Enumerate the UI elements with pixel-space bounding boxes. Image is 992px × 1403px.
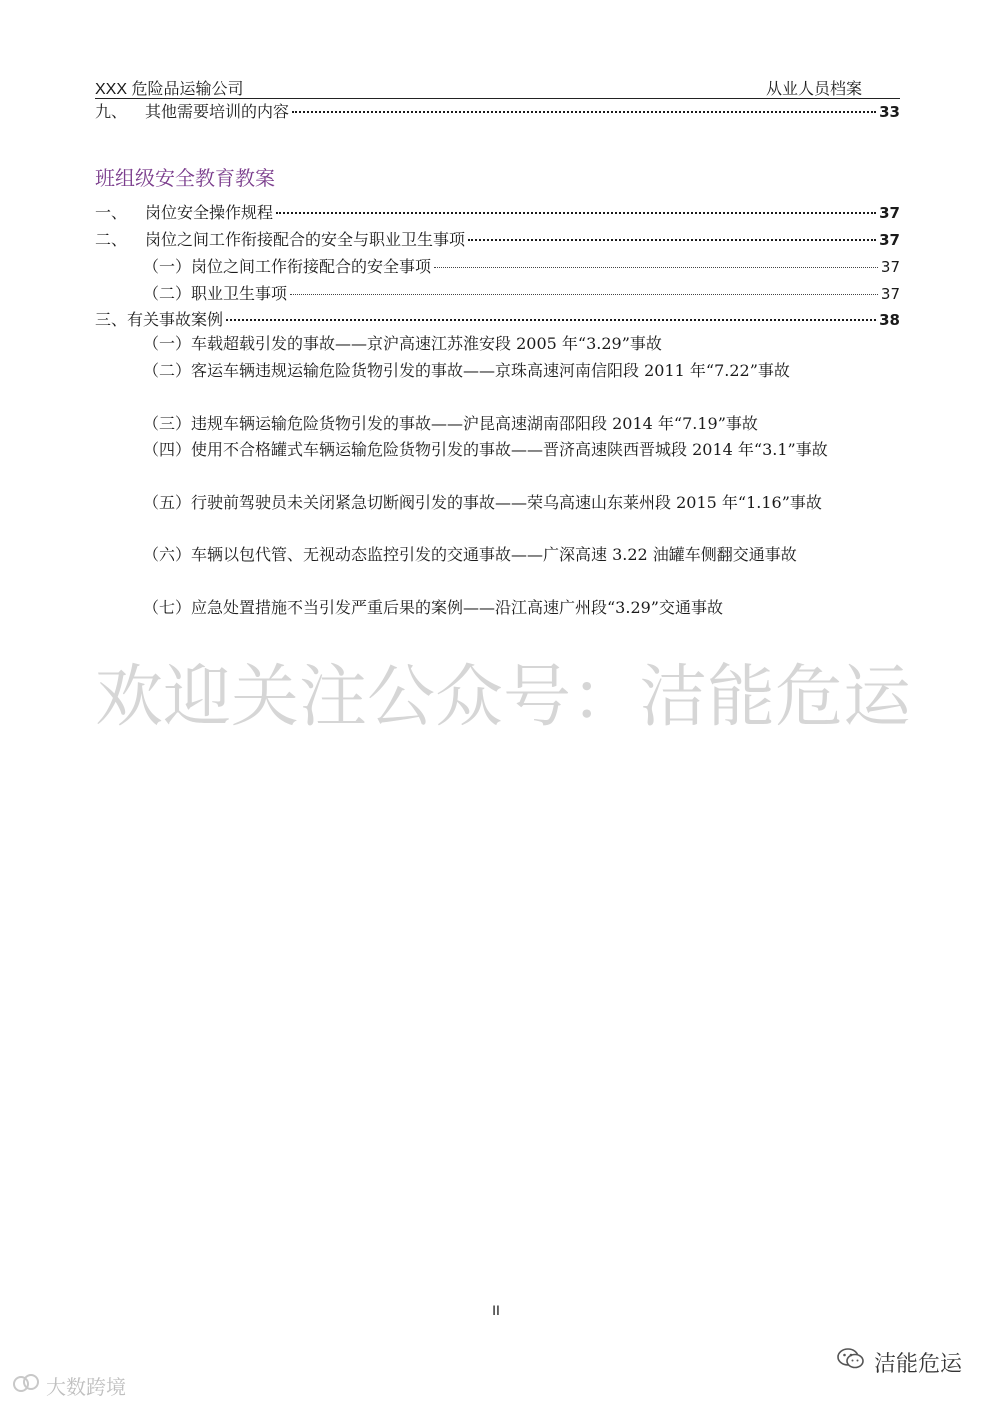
toc-entry-label: 岗位之间工作衔接配合的安全与职业卫生事项 bbox=[145, 230, 466, 249]
case-item: （三）违规车辆运输危险货物引发的事故——沪昆高速湖南邵阳段 2014 年“7.19”事故 bbox=[143, 414, 758, 433]
toc-entry-page: 37 bbox=[880, 258, 900, 276]
section-title: 班组级安全教育教案 bbox=[95, 166, 275, 190]
watermark-text: 欢迎关注公众号：洁能危运 bbox=[95, 658, 912, 737]
case-item: （二）客运车辆违规运输危险货物引发的事故——京珠高速河南信阳段 2011 年“7.22”事故 bbox=[143, 361, 790, 380]
toc-leader bbox=[468, 239, 876, 241]
header-rule bbox=[95, 98, 900, 99]
source-name: 大数跨境 bbox=[46, 1374, 126, 1399]
case-item: （七）应急处置措施不当引发严重后果的案例——沿江高速广州段“3.29”交通事故 bbox=[143, 598, 723, 617]
toc-entry-number: 一、 bbox=[95, 203, 128, 222]
page-number: II bbox=[492, 1302, 500, 1318]
toc-entry-label: 岗位安全操作规程 bbox=[145, 203, 274, 222]
toc-entry-page: 37 bbox=[879, 231, 900, 249]
toc-entry-page: 37 bbox=[880, 285, 900, 303]
toc-entry-label: （一）岗位之间工作衔接配合的安全事项 bbox=[143, 257, 432, 276]
toc-entry-page: 37 bbox=[879, 204, 900, 222]
toc-entry-label: 其他需要培训的内容 bbox=[145, 102, 290, 121]
case-item: （六）车辆以包代管、无视动态监控引发的交通事故——广深高速 3.22 油罐车侧翻交通事故 bbox=[143, 545, 797, 564]
case-item: （五）行驶前驾驶员未关闭紧急切断阀引发的事故——荣乌高速山东莱州段 2015 年“1.16”事故 bbox=[143, 493, 822, 512]
toc-entry[interactable] bbox=[95, 201, 900, 225]
toc-entry[interactable] bbox=[95, 308, 900, 332]
toc-entry-page: 38 bbox=[879, 311, 900, 329]
toc-leader bbox=[434, 267, 878, 268]
case-item: （四）使用不合格罐式车辆运输危险货物引发的事故——晋济高速陕西晋城段 2014 年“3.1”事故 bbox=[143, 440, 828, 459]
wechat-icon bbox=[836, 1346, 866, 1378]
wechat-account[interactable] bbox=[836, 1346, 962, 1378]
company-name: XXX 危险品运输公司 bbox=[95, 81, 244, 98]
toc-entry-label: 三、有关事故案例 bbox=[95, 310, 224, 329]
toc-leader bbox=[226, 319, 876, 321]
toc-entry[interactable] bbox=[95, 100, 900, 124]
document-type: 从业人员档案 bbox=[765, 79, 862, 98]
toc-entry-number: 九、 bbox=[95, 102, 128, 121]
case-item: （一）车载超载引发的事故——京沪高速江苏淮安段 2005 年“3.29”事故 bbox=[143, 334, 662, 353]
toc-leader bbox=[290, 294, 878, 295]
toc-entry-number: 二、 bbox=[95, 230, 128, 249]
source-watermark bbox=[12, 1370, 126, 1400]
toc-leader bbox=[276, 212, 876, 214]
toc-subentry[interactable] bbox=[143, 282, 900, 306]
wechat-account-name: 洁能危运 bbox=[873, 1351, 962, 1377]
toc-entry-page: 33 bbox=[879, 103, 900, 121]
toc-leader bbox=[292, 111, 876, 113]
toc-entry-label: （二）职业卫生事项 bbox=[143, 284, 288, 303]
toc-subentry[interactable] bbox=[143, 255, 900, 279]
page-header bbox=[95, 76, 900, 98]
cloud-logo-icon bbox=[12, 1372, 40, 1399]
toc-entry[interactable] bbox=[95, 228, 900, 252]
